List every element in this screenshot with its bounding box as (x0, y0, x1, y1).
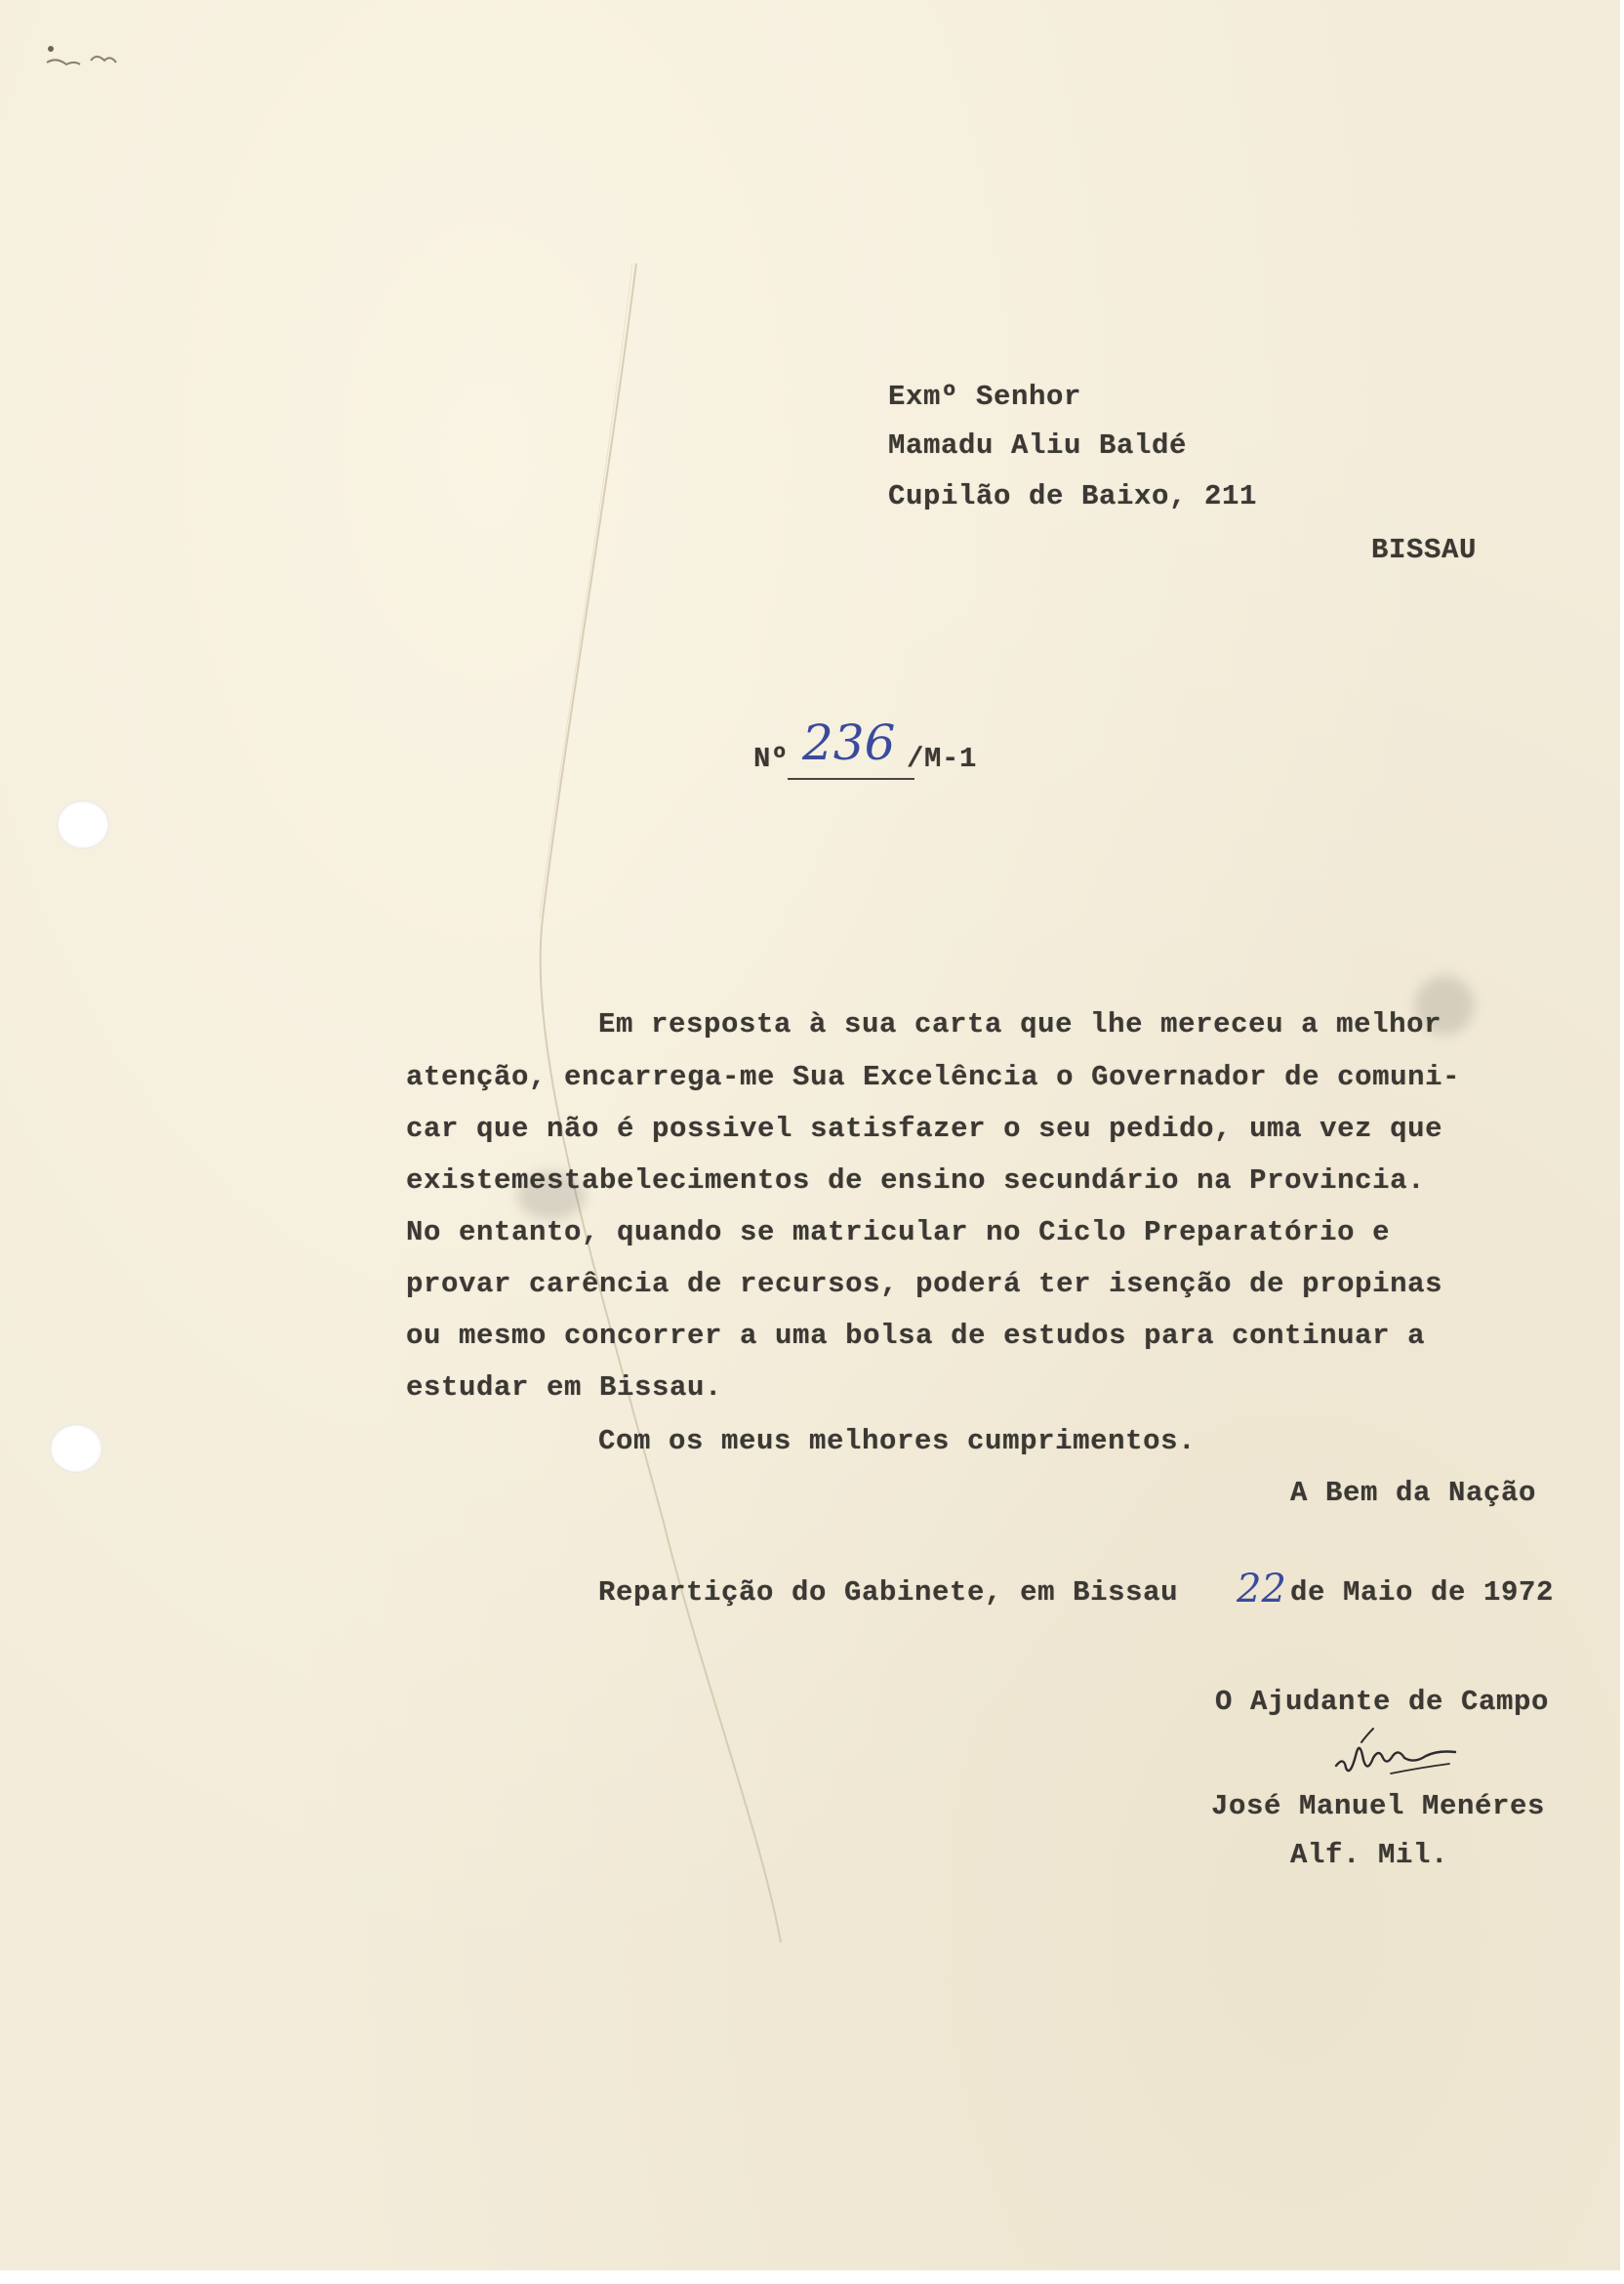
signatory-rank: Alf. Mil. (1290, 1839, 1449, 1871)
paper-stain (37, 33, 144, 82)
body-line: atenção, encarrega-me Sua Excelência o Governador de comuni- (406, 1061, 1461, 1093)
body-line: car que não é possivel satisfazer o seu pedido, uma vez que (406, 1113, 1443, 1145)
reference-suffix: /M-1 (907, 743, 978, 775)
punch-hole-upper (57, 800, 109, 849)
recipient-address: Cupilão de Baixo, 211 (888, 480, 1258, 512)
recipient-salutation: Exmº Senhor (888, 381, 1082, 413)
body-line: estudar em Bissau. (406, 1371, 723, 1404)
closing-line: Com os meus melhores cumprimentos. (598, 1425, 1197, 1457)
date-month-year: de Maio de 1972 (1290, 1576, 1555, 1609)
body-line: existemestabelecimentos de ensino secundário na Provincia. (406, 1164, 1426, 1197)
reference-underline (788, 778, 914, 780)
recipient-name: Mamadu Aliu Baldé (888, 429, 1188, 462)
reference-prefix: Nº (753, 743, 790, 775)
body-line: provar carência de recursos, poderá ter isenção de propinas (406, 1268, 1443, 1300)
body-line: ou mesmo concorrer a uma bolsa de estudos para continuar a (406, 1320, 1426, 1352)
reference-number-handwritten: 236 (802, 714, 896, 771)
handwritten-signature (1332, 1723, 1479, 1791)
body-line: Em resposta à sua carta que lhe mereceu a melhor (598, 1008, 1442, 1040)
body-line: No entanto, quando se matricular no Ciclo Preparatório e (406, 1216, 1391, 1248)
signatory-name: José Manuel Menéres (1211, 1790, 1546, 1822)
punch-hole-lower (50, 1424, 102, 1473)
motto-line: A Bem da Nação (1290, 1477, 1537, 1509)
recipient-city: BISSAU (1371, 534, 1478, 566)
place-date-text: Repartição do Gabinete, em Bissau (598, 1576, 1179, 1609)
date-day-handwritten: 22 (1237, 1567, 1286, 1611)
signatory-role: O Ajudante de Campo (1215, 1686, 1550, 1718)
